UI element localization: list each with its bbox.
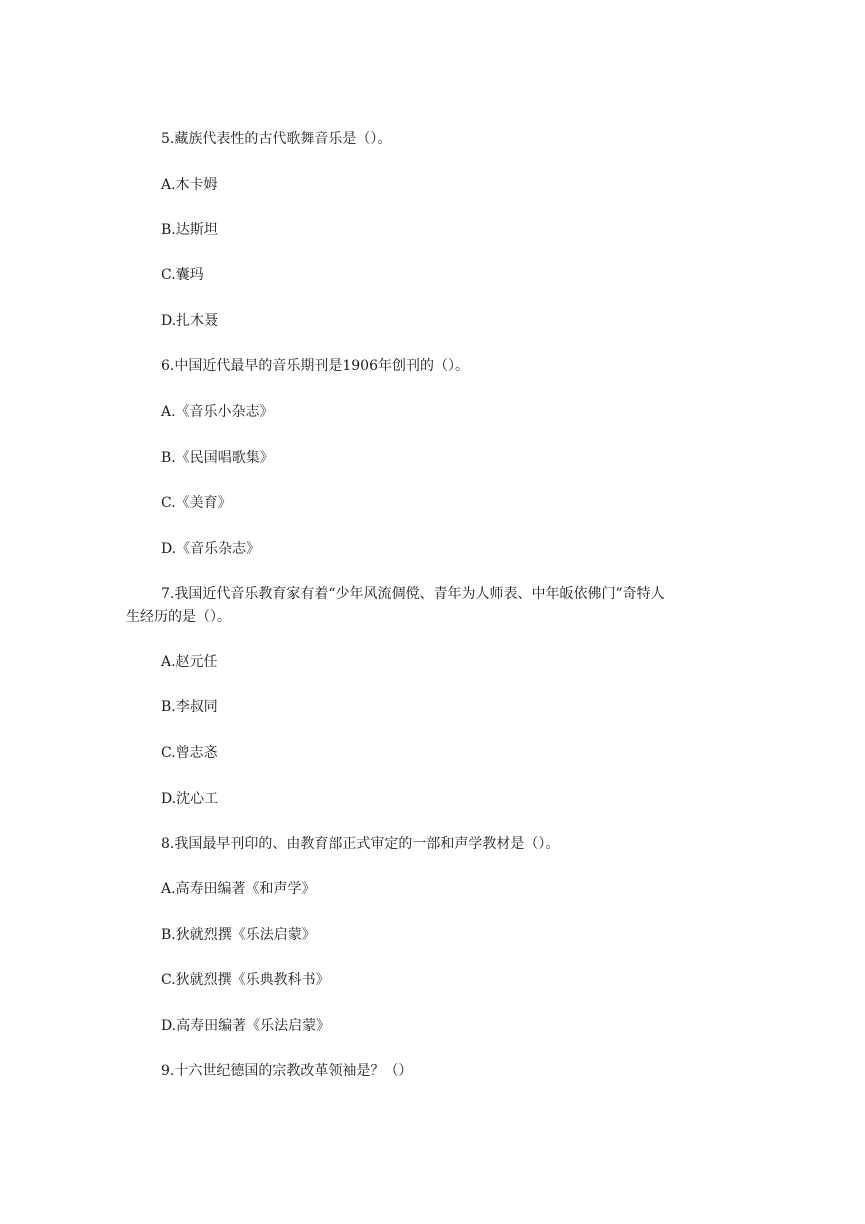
question-8-stem: 8.我国最早刊印的、由教育部正式审定的一部和声学教材是（）。 <box>161 836 560 852</box>
question-6-option-c: C.《美育》 <box>161 495 232 511</box>
question-7-option-b: B.李叔同 <box>161 699 218 715</box>
question-8-option-c: C.狄就烈撰《乐典教科书》 <box>161 972 330 988</box>
question-6-option-a: A.《音乐小杂志》 <box>161 404 274 420</box>
question-6-option-b: B.《民国唱歌集》 <box>161 450 274 466</box>
question-8-option-a: A.高寿田编著《和声学》 <box>161 881 316 897</box>
question-6-option-d: D.《音乐杂志》 <box>161 541 261 557</box>
question-5-option-b: B.达斯坦 <box>161 222 218 238</box>
question-7-option-a: A.赵元任 <box>161 654 218 670</box>
question-5-option-d: D.扎木聂 <box>161 313 219 329</box>
question-7-stem-line-2: 生经历的是（）。 <box>126 609 231 625</box>
question-7-option-d: D.沈心工 <box>161 791 219 807</box>
question-6-stem: 6.中国近代最早的音乐期刊是1906年创刊的（）。 <box>161 358 469 374</box>
question-5-stem: 5.藏族代表性的古代歌舞音乐是（）。 <box>161 131 392 147</box>
question-9-stem: 9.十六世纪德国的宗教改革领袖是？（） <box>161 1063 413 1079</box>
question-5-option-a: A.木卡姆 <box>161 177 218 193</box>
question-7-stem-line-1: 7.我国近代音乐教育家有着“少年风流倜傥、青年为人师表、中年皈依佛门”奇特人 <box>161 586 665 602</box>
question-5-option-c: C.囊玛 <box>161 267 204 283</box>
question-7-option-c: C.曾志忞 <box>161 745 218 761</box>
question-8-option-d: D.高寿田编著《乐法启蒙》 <box>161 1018 331 1034</box>
question-8-option-b: B.狄就烈撰《乐法启蒙》 <box>161 927 316 943</box>
